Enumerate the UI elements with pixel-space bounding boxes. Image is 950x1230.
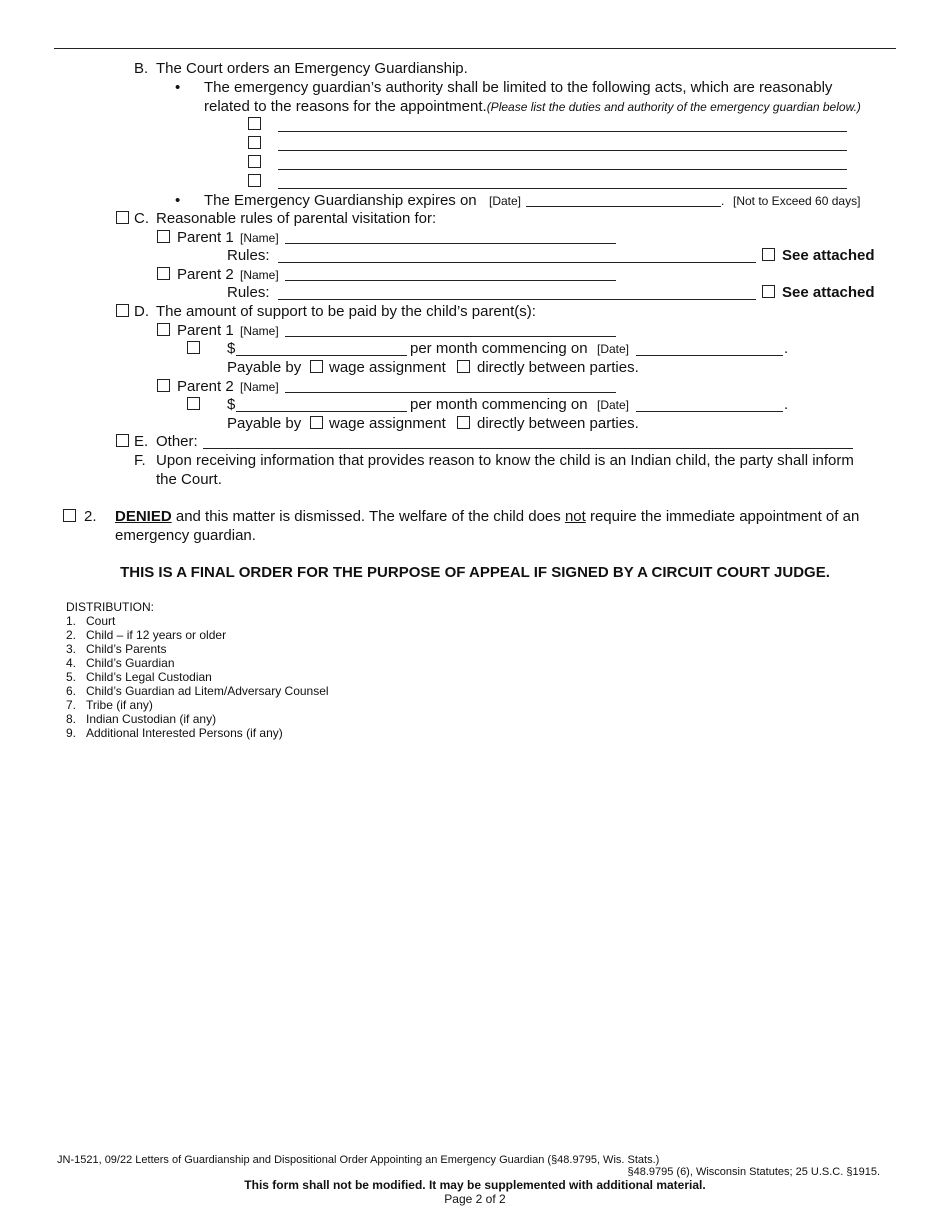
d-parent1-payable-label: Payable by [227, 359, 302, 376]
d-parent2-payable-label: Payable by [227, 415, 302, 432]
section-f-line2: the Court. [156, 471, 222, 488]
d-parent1-amount-checkbox[interactable] [187, 341, 200, 354]
expires-date-line[interactable] [526, 206, 721, 207]
distribution-item [66, 698, 153, 712]
c-parent1-name-hint: [Name] [240, 231, 279, 245]
d-parent2-period: . [784, 396, 789, 413]
distribution-item [66, 656, 175, 670]
section-b-text: The Court orders an Emergency Guardianship. [156, 60, 468, 77]
duty-checkbox-4[interactable] [248, 174, 261, 187]
footer-form-id: JN-1521, 09/22 Letters of Guardianship and Dispositional Order Appointing an Emergency Guardian (§48.9795, Wis. Stats.) [57, 1154, 660, 1166]
distribution-item [66, 726, 283, 740]
d-parent2-date-line[interactable] [636, 411, 783, 412]
distribution-item-number: 2. [66, 628, 77, 642]
d-parent2-label: Parent 2 [177, 378, 234, 395]
item2-text-b: require the immediate appointment of an [585, 508, 860, 525]
c-parent2-see-attached-checkbox[interactable] [762, 285, 775, 298]
c-parent1-checkbox[interactable] [157, 230, 170, 243]
footer-statutes: §48.9795 (6), Wisconsin Statutes; 25 U.S.C. §1915. [627, 1166, 880, 1178]
bullet-dot: • [175, 192, 181, 209]
distribution-item-number: 9. [66, 726, 77, 740]
distribution-item-number: 3. [66, 642, 77, 656]
section-f-line1: Upon receiving information that provides reason to know the child is an Indian child, the party shall inform [156, 452, 854, 469]
d-parent1-name-hint: [Name] [240, 324, 279, 338]
d-parent2-direct-label: directly between parties. [477, 415, 639, 432]
expires-period: . [721, 194, 725, 208]
bullet1-line2-text: related to the reasons for the appointment. [204, 98, 487, 115]
section-d-checkbox[interactable] [116, 304, 129, 317]
item2-line1 [115, 508, 859, 525]
section-b-label: B. [134, 60, 149, 77]
d-parent1-wage-label: wage assignment [329, 359, 446, 376]
d-parent1-date-line[interactable] [636, 355, 783, 356]
section-e-other-line[interactable] [203, 448, 853, 449]
c-parent1-rules-line[interactable] [278, 262, 756, 263]
d-parent2-date-hint: [Date] [597, 398, 630, 412]
c-parent1-name-line[interactable] [285, 243, 616, 244]
section-e-checkbox[interactable] [116, 434, 129, 447]
c-parent1-rules-label: Rules: [227, 247, 270, 264]
section-c-checkbox[interactable] [116, 211, 129, 224]
c-parent2-label: Parent 2 [177, 266, 234, 283]
d-parent1-per-month: per month commencing on [410, 340, 588, 357]
c-parent2-name-line[interactable] [285, 280, 616, 281]
d-parent1-dollar: $ [227, 340, 236, 357]
expires-text: The Emergency Guardianship expires on [204, 192, 477, 209]
d-parent2-amount-checkbox[interactable] [187, 397, 200, 410]
footer-notice: This form shall not be modified. It may be supplemented with additional material. [244, 1178, 706, 1192]
c-parent1-see-attached: See attached [782, 247, 875, 264]
final-order-heading: THIS IS A FINAL ORDER FOR THE PURPOSE OF APPEAL IF SIGNED BY A CIRCUIT COURT JUDGE. [120, 564, 830, 581]
d-parent1-amount-line[interactable] [236, 355, 407, 356]
c-parent2-see-attached: See attached [782, 284, 875, 301]
duty-checkbox-3[interactable] [248, 155, 261, 168]
d-parent2-name-line[interactable] [285, 392, 616, 393]
distribution-item [66, 670, 212, 684]
d-parent1-label: Parent 1 [177, 322, 234, 339]
distribution-item-number: 7. [66, 698, 77, 712]
duty-checkbox-2[interactable] [248, 136, 261, 149]
d-parent1-name-line[interactable] [285, 336, 616, 337]
footer-page-number: Page 2 of 2 [444, 1192, 506, 1206]
d-parent1-wage-checkbox[interactable] [310, 360, 323, 373]
distribution-item-number: 4. [66, 656, 77, 670]
section-d-label: D. [134, 303, 149, 320]
d-parent2-name-hint: [Name] [240, 380, 279, 394]
distribution-item-text: Child – if 12 years or older [86, 628, 227, 642]
distribution-item [66, 614, 115, 628]
distribution-item [66, 684, 329, 698]
item2-text-a: and this matter is dismissed. The welfare of the child does [171, 508, 565, 525]
c-parent2-checkbox[interactable] [157, 267, 170, 280]
bullet1-line1: The emergency guardian’s authority shall be limited to the following acts, which are reasonably [204, 79, 833, 96]
d-parent1-date-hint: [Date] [597, 342, 630, 356]
d-parent2-direct-checkbox[interactable] [457, 416, 470, 429]
distribution-item-text: Child’s Guardian ad Litem/Adversary Counsel [86, 684, 329, 698]
d-parent1-direct-checkbox[interactable] [457, 360, 470, 373]
distribution-item [66, 642, 166, 656]
item2-line2: emergency guardian. [115, 527, 256, 544]
duty-line-2[interactable] [278, 150, 847, 151]
item2-number: 2. [84, 508, 97, 525]
d-parent1-period: . [784, 340, 789, 357]
denied-label: DENIED [115, 508, 172, 525]
distribution-item-text: Court [86, 614, 116, 628]
section-c-label: C. [134, 210, 149, 227]
bullet-dot: • [175, 79, 181, 96]
distribution-item-text: Tribe (if any) [86, 698, 153, 712]
expires-date-hint: [Date] [489, 194, 522, 208]
c-parent2-rules-label: Rules: [227, 284, 270, 301]
top-rule [54, 48, 896, 49]
c-parent1-label: Parent 1 [177, 229, 234, 246]
distribution-title: DISTRIBUTION: [66, 600, 155, 614]
bullet1-line2 [204, 98, 861, 115]
duty-line-3[interactable] [278, 169, 847, 170]
distribution-item-text: Indian Custodian (if any) [86, 712, 217, 726]
d-parent2-per-month: per month commencing on [410, 396, 588, 413]
denied-checkbox[interactable] [63, 509, 76, 522]
section-d-text: The amount of support to be paid by the child’s parent(s): [156, 303, 536, 320]
duty-checkbox-1[interactable] [248, 117, 261, 130]
distribution-item-text: Child’s Legal Custodian [86, 670, 212, 684]
distribution-item [66, 712, 216, 726]
duty-line-4[interactable] [278, 188, 847, 189]
distribution-item-number: 8. [66, 712, 77, 726]
expires-limit: [Not to Exceed 60 days] [733, 194, 861, 208]
c-parent2-rules-line[interactable] [278, 299, 756, 300]
c-parent2-name-hint: [Name] [240, 268, 279, 282]
section-f-label: F. [134, 452, 146, 469]
distribution-item-text: Child’s Guardian [86, 656, 175, 670]
distribution-item-number: 6. [66, 684, 77, 698]
c-parent1-see-attached-checkbox[interactable] [762, 248, 775, 261]
d-parent1-direct-label: directly between parties. [477, 359, 639, 376]
distribution-item-text: Child’s Parents [86, 642, 167, 656]
distribution-item-number: 1. [66, 614, 77, 628]
bullet1-note: (Please list the duties and authority of the emergency guardian below.) [486, 100, 861, 114]
section-e-text: Other: [156, 433, 198, 450]
d-parent2-amount-line[interactable] [236, 411, 407, 412]
section-c-text: Reasonable rules of parental visitation for: [156, 210, 437, 227]
distribution-item-number: 5. [66, 670, 77, 684]
d-parent1-checkbox[interactable] [157, 323, 170, 336]
distribution-item-text: Additional Interested Persons (if any) [86, 726, 283, 740]
d-parent2-wage-label: wage assignment [329, 415, 446, 432]
distribution-item [66, 628, 226, 642]
d-parent2-wage-checkbox[interactable] [310, 416, 323, 429]
d-parent2-dollar: $ [227, 396, 236, 413]
duty-line-1[interactable] [278, 131, 847, 132]
section-e-label: E. [134, 433, 149, 450]
item2-not: not [564, 508, 586, 525]
d-parent2-checkbox[interactable] [157, 379, 170, 392]
